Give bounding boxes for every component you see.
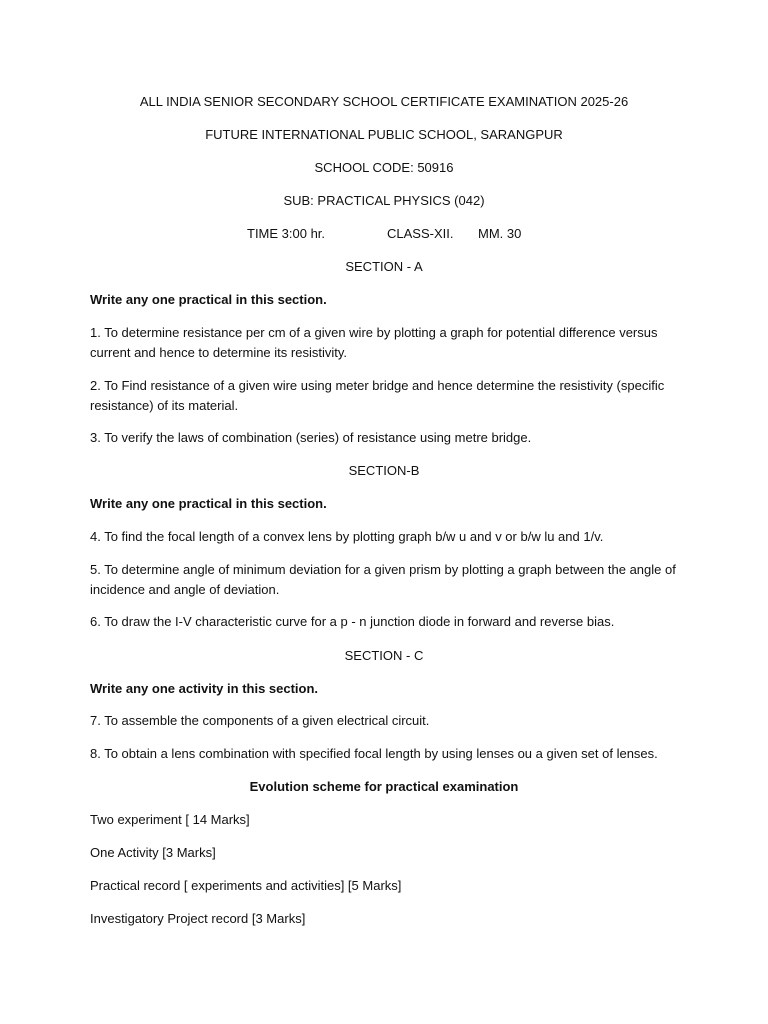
scheme-item: Two experiment [ 14 Marks]: [90, 812, 250, 827]
scheme-heading: Evolution scheme for practical examination: [249, 779, 519, 794]
school-name: FUTURE INTERNATIONAL PUBLIC SCHOOL, SARANGPUR: [205, 127, 563, 142]
school-code: SCHOOL CODE: 50916: [314, 160, 454, 175]
practical-item: 4. To find the focal length of a convex lens by plotting graph b/w u and v or b/w lu and 1/v.: [90, 529, 604, 544]
practical-item: 3. To verify the laws of combination (series) of resistance using metre bridge.: [90, 430, 532, 445]
scheme-item: Practical record [ experiments and activities] [5 Marks]: [90, 878, 402, 893]
section-c-instruction: Write any one activity in this section.: [90, 681, 319, 696]
section-a-instruction: Write any one practical in this section.: [90, 292, 327, 307]
exam-time: TIME 3:00 hr.: [247, 226, 326, 241]
subject-title: SUB: PRACTICAL PHYSICS (042): [283, 193, 485, 208]
practical-item: 2. To Find resistance of a given wire using meter bridge and hence determine the resistivity (specific resistance) of its material.: [90, 378, 665, 413]
exam-class: CLASS-XII.: [387, 226, 454, 241]
practical-item: 1. To determine resistance per cm of a given wire by plotting a graph for potential difference versus current and hence to determine its resistivity.: [90, 325, 658, 360]
section-a-heading: SECTION - A: [345, 259, 423, 274]
section-c-heading: SECTION - C: [344, 648, 424, 663]
scheme-item: One Activity [3 Marks]: [90, 845, 216, 860]
scheme-item: Investigatory Project record [3 Marks]: [90, 911, 306, 926]
activity-item: 7. To assemble the components of a given electrical circuit.: [90, 713, 430, 728]
exam-title: ALL INDIA SENIOR SECONDARY SCHOOL CERTIFICATE EXAMINATION 2025-26: [139, 94, 629, 109]
practical-item: 6. To draw the I-V characteristic curve for a p - n junction diode in forward and reverse bias.: [90, 614, 615, 629]
section-b-instruction: Write any one practical in this section.: [90, 496, 327, 511]
practical-item: 5. To determine angle of minimum deviation for a given prism by plotting a graph between the angle of incidence and angle of deviation.: [90, 562, 676, 597]
activity-item: 8. To obtain a lens combination with specified focal length by using lenses ou a given set of lenses.: [90, 746, 658, 761]
exam-max-marks: MM. 30: [478, 226, 522, 241]
section-b-heading: SECTION-B: [348, 463, 420, 478]
exam-meta-row: [0, 224, 768, 244]
